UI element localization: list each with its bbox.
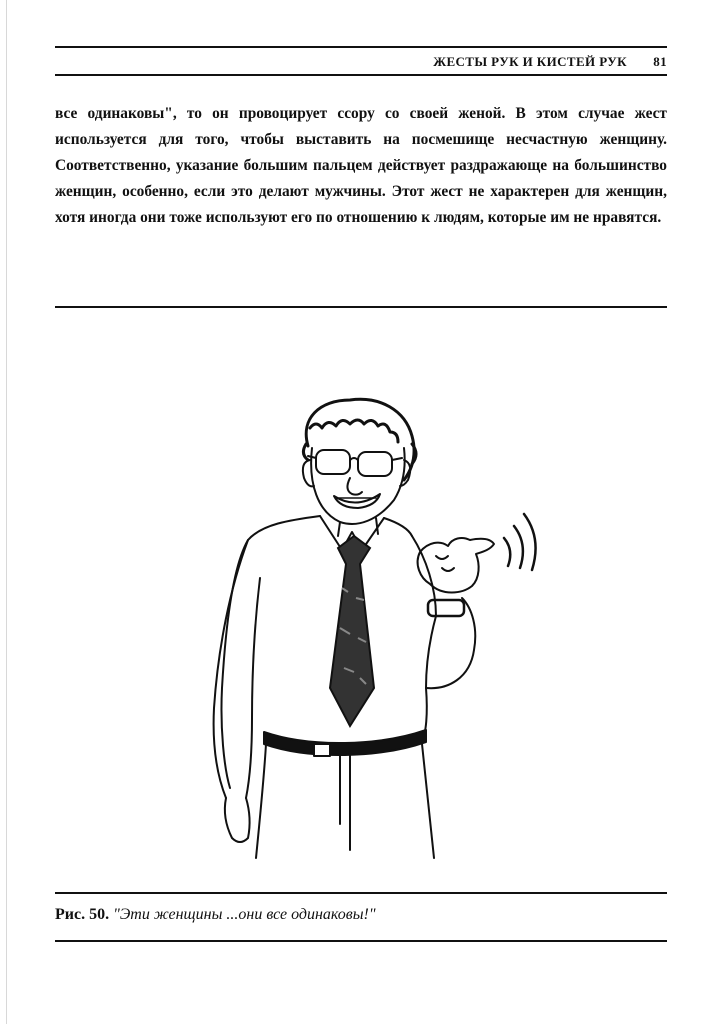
running-head (55, 52, 667, 72)
glasses (308, 450, 402, 476)
header-rule-top (55, 46, 667, 48)
header-rule-bottom (55, 74, 667, 76)
thumb-hand (418, 538, 494, 593)
body-paragraph: все одинаковы", то он провоцирует ссору со своей женой. В этом случае жест используется для того, чтобы выставить на посмешище несчастную женщину. Соответственно, указание большим пальцем действует раздражающе на большинство женщин, особенно, если это делают мужчины. Этот жест не характерен для женщин, хотя иногда они тоже используют его по отношению к людям, которые им не нравятся. (55, 105, 667, 226)
caption-rule-bottom (55, 940, 667, 942)
mouth (334, 494, 380, 508)
left-arm (214, 540, 260, 798)
figure-caption-text: "Эти женщины ...они все одинаковы!" (113, 906, 376, 923)
trousers (256, 744, 434, 858)
running-head-title: ЖЕСТЫ РУК И КИСТЕЙ РУК (433, 54, 627, 69)
page-edge (6, 0, 7, 1024)
motion-marks (504, 514, 536, 570)
belt (264, 730, 426, 755)
watch (428, 600, 464, 616)
figure-rule-top (55, 306, 667, 308)
tie (330, 536, 374, 726)
figure-illustration (190, 388, 550, 868)
figure-caption (55, 906, 667, 924)
caption-rule-top (55, 892, 667, 894)
figure-label: Рис. 50. (55, 906, 110, 923)
page-number: 81 (653, 54, 667, 69)
